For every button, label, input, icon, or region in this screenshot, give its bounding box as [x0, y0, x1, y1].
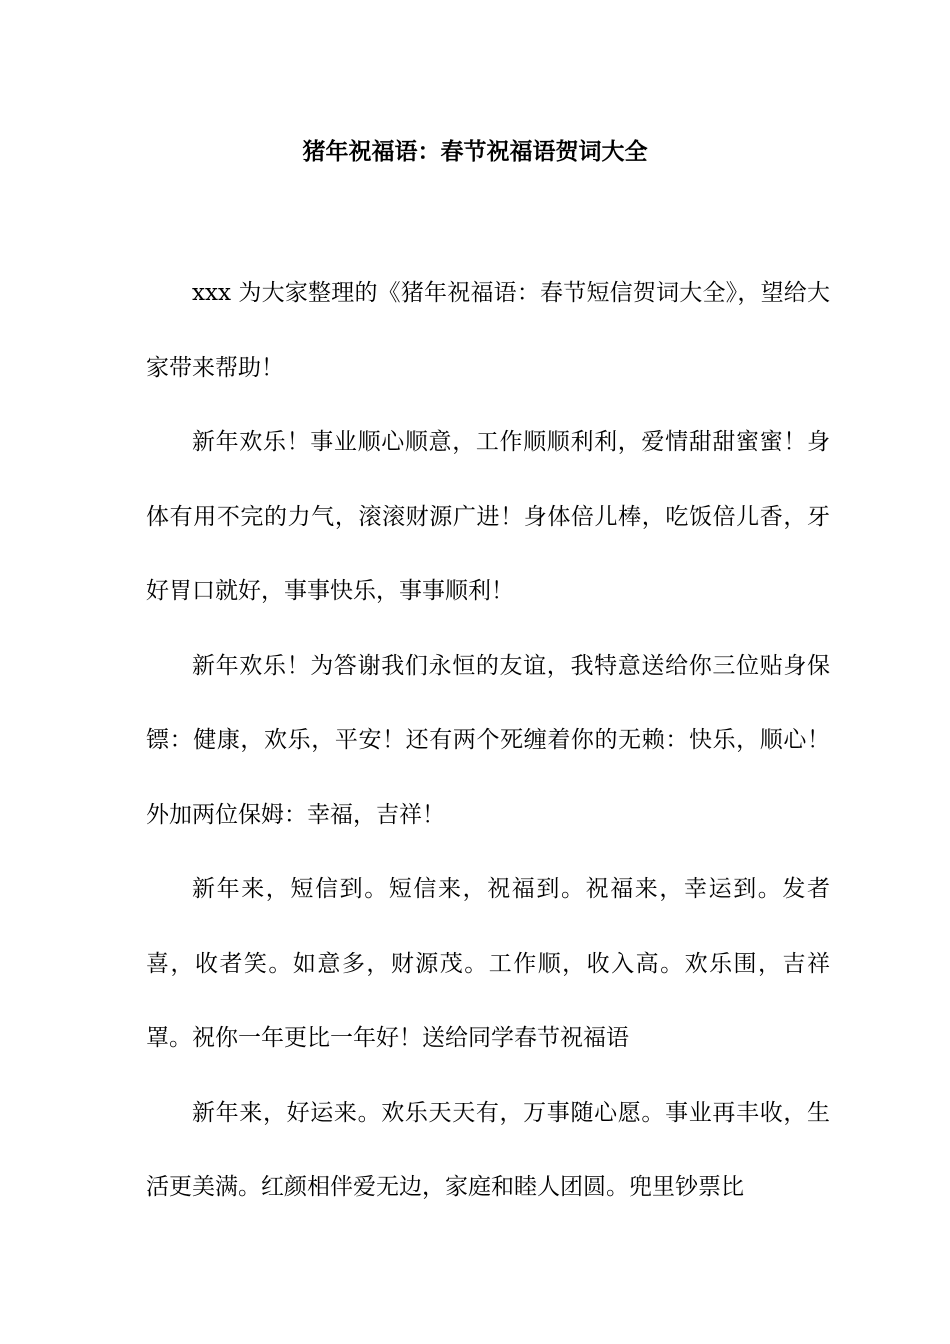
- paragraph-greeting-1: 新年欢乐！事业顺心顺意，工作顺顺利利，爱情甜甜蜜蜜！身体有用不完的力气，滚滚财源广进！身体倍儿棒，吃饭倍儿香，牙好胃口就好，事事快乐，事事顺利！: [146, 429, 830, 604]
- paragraph-greeting-3: 新年来，短信到。短信来，祝福到。祝福来，幸运到。发者喜，收者笑。如意多，财源茂。工作顺，收入高。欢乐围，吉祥罩。祝你一年更比一年好！送给同学春节祝福语: [146, 876, 830, 1051]
- paragraph-greeting-4: 新年来，好运来。欢乐天天有，万事随心愿。事业再丰收，生活更美满。红颜相伴爱无边，家庭和睦人团圆。兜里钞票比: [146, 1099, 830, 1200]
- document-title: 猪年祝福语：春节祝福语贺词大全: [302, 138, 648, 165]
- paragraph-intro: xxx 为大家整理的《猪年祝福语：春节短信贺词大全》，望给大家带来帮助！: [146, 280, 830, 381]
- paragraph-greeting-2: 新年欢乐！为答谢我们永恒的友谊，我特意送给你三位贴身保镖：健康，欢乐，平安！还有两个死缠着你的无赖：快乐，顺心！外加两位保姆：幸福，吉祥！: [146, 652, 830, 828]
- document-body: [146, 256, 830, 1225]
